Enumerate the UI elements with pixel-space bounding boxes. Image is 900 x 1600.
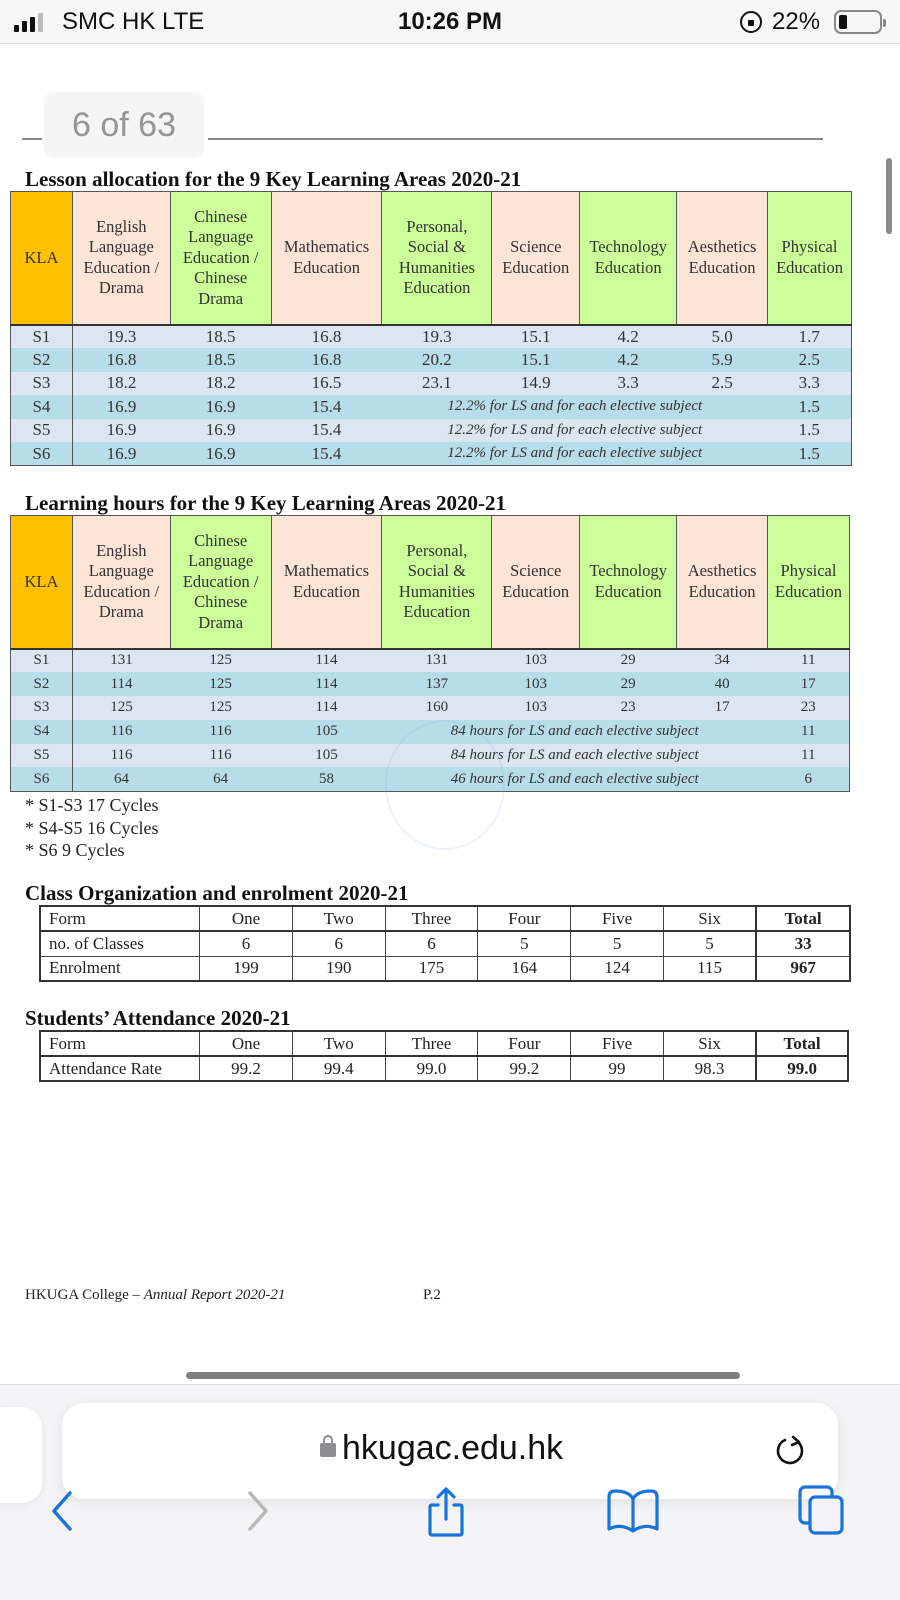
cellular-signal-icon bbox=[14, 12, 43, 32]
table-cell: 16.5 bbox=[271, 372, 382, 396]
footnote: * S1-S3 17 Cycles bbox=[25, 795, 159, 815]
column-header: Technology Education bbox=[580, 192, 677, 325]
table-cell: 11 bbox=[768, 720, 850, 744]
column-header: Technology Education bbox=[580, 516, 677, 649]
cycle-footnotes bbox=[25, 794, 159, 862]
table-cell: 125 bbox=[170, 649, 271, 673]
table-cell: 175 bbox=[385, 956, 478, 981]
table-cell: 64 bbox=[72, 767, 170, 791]
row-form: S5 bbox=[11, 744, 73, 768]
table-cell: 14.9 bbox=[492, 372, 580, 396]
table-cell: 105 bbox=[271, 744, 382, 768]
row-form: S1 bbox=[11, 325, 73, 349]
table-cell: 5 bbox=[478, 931, 571, 956]
table-cell: 29 bbox=[580, 672, 677, 696]
column-header: Two bbox=[292, 1031, 385, 1056]
table-cell: 99.2 bbox=[200, 1056, 293, 1081]
table-cell: 5 bbox=[663, 931, 756, 956]
table-cell: 99.0 bbox=[385, 1056, 478, 1081]
table-cell: 116 bbox=[72, 720, 170, 744]
document-rule bbox=[208, 138, 823, 140]
column-header: Three bbox=[385, 906, 478, 931]
table-cell: 40 bbox=[677, 672, 768, 696]
table-row bbox=[11, 767, 850, 791]
class-organization-table bbox=[39, 905, 851, 982]
carrier-label: SMC HK LTE bbox=[62, 8, 205, 35]
table-cell: 116 bbox=[72, 744, 170, 768]
url-text[interactable]: hkugac.edu.hk bbox=[342, 1429, 564, 1467]
learning-hours-title: Learning hours for the 9 Key Learning Areas 2020-21 bbox=[25, 491, 507, 515]
table-cell: 15.1 bbox=[492, 348, 580, 372]
total-cell: 967 bbox=[756, 956, 850, 981]
table-cell: 131 bbox=[72, 649, 170, 673]
table-cell: 98.3 bbox=[663, 1056, 756, 1081]
column-header: Science Education bbox=[492, 192, 580, 325]
column-header: Total bbox=[756, 906, 850, 931]
table-cell: 18.5 bbox=[170, 348, 271, 372]
table-cell: 5 bbox=[571, 931, 664, 956]
table-row bbox=[11, 348, 852, 372]
class-organization-title: Class Organization and enrolment 2020-21 bbox=[25, 881, 409, 905]
lesson-allocation-title: Lesson allocation for the 9 Key Learning Areas 2020-21 bbox=[25, 167, 522, 191]
table-cell: 125 bbox=[72, 696, 170, 720]
column-header: Four bbox=[478, 1031, 571, 1056]
table-cell: 199 bbox=[200, 956, 293, 981]
reload-icon[interactable] bbox=[772, 1433, 808, 1469]
attendance-table bbox=[39, 1030, 849, 1082]
footnote: * S6 9 Cycles bbox=[25, 840, 125, 860]
row-label: Attendance Rate bbox=[40, 1056, 200, 1081]
table-header-row bbox=[11, 192, 852, 325]
table-cell: 115 bbox=[663, 956, 756, 981]
table-row bbox=[11, 744, 850, 768]
column-header: Personal, Social & Humanities Education bbox=[382, 516, 492, 649]
row-label: no. of Classes bbox=[40, 931, 200, 956]
table-cell: 23 bbox=[580, 696, 677, 720]
table-row bbox=[11, 372, 852, 396]
lesson-allocation-table bbox=[10, 191, 852, 466]
table-cell: 5.0 bbox=[677, 325, 768, 349]
table-cell: 4.2 bbox=[580, 348, 677, 372]
footer-school: HKUGA College – bbox=[25, 1287, 144, 1303]
elective-note-cell: 46 hours for LS and each elective subject bbox=[382, 767, 768, 791]
column-header: Form bbox=[40, 1031, 200, 1056]
column-header: Personal, Social & Humanities Education bbox=[382, 192, 492, 325]
table-cell: 125 bbox=[170, 672, 271, 696]
table-row bbox=[11, 720, 850, 744]
column-header: Two bbox=[292, 906, 385, 931]
column-header: Aesthetics Education bbox=[677, 516, 768, 649]
back-icon[interactable] bbox=[36, 1483, 92, 1539]
table-cell: 16.9 bbox=[72, 442, 170, 466]
table-cell: 99.4 bbox=[292, 1056, 385, 1081]
lock-icon bbox=[320, 1443, 336, 1457]
table-cell: 2.5 bbox=[677, 372, 768, 396]
table-cell: 99.2 bbox=[478, 1056, 571, 1081]
table-cell: 29 bbox=[580, 649, 677, 673]
table-cell: 6 bbox=[768, 767, 850, 791]
column-header: Physical Education bbox=[768, 192, 852, 325]
table-cell: 3.3 bbox=[580, 372, 677, 396]
table-row bbox=[11, 696, 850, 720]
table-cell: 18.5 bbox=[170, 325, 271, 349]
table-cell: 19.3 bbox=[382, 325, 492, 349]
table-cell: 2.5 bbox=[768, 348, 852, 372]
column-header: One bbox=[200, 1031, 293, 1056]
table-cell: 103 bbox=[492, 696, 580, 720]
row-form: S4 bbox=[11, 720, 73, 744]
table-cell: 6 bbox=[385, 931, 478, 956]
table-cell: 5.9 bbox=[677, 348, 768, 372]
row-form: S6 bbox=[11, 767, 73, 791]
column-header: Six bbox=[663, 1031, 756, 1056]
battery-icon bbox=[834, 10, 882, 34]
elective-note-cell: 84 hours for LS and each elective subject bbox=[382, 720, 768, 744]
table-row bbox=[40, 1056, 848, 1081]
table-cell: 1.5 bbox=[768, 395, 852, 419]
table-cell: 16.8 bbox=[72, 348, 170, 372]
table-cell: 124 bbox=[571, 956, 664, 981]
table-cell: 58 bbox=[271, 767, 382, 791]
table-cell: 116 bbox=[170, 744, 271, 768]
table-cell: 16.9 bbox=[72, 395, 170, 419]
table-cell: 16.9 bbox=[170, 442, 271, 466]
horizontal-scrollbar[interactable] bbox=[186, 1372, 740, 1379]
column-header: One bbox=[200, 906, 293, 931]
table-cell: 1.5 bbox=[768, 442, 852, 466]
table-cell: 137 bbox=[382, 672, 492, 696]
footer-report: Annual Report 2020-21 bbox=[143, 1287, 286, 1303]
elective-note-cell: 84 hours for LS and each elective subject bbox=[382, 744, 768, 768]
table-cell: 190 bbox=[292, 956, 385, 981]
table-cell: 114 bbox=[72, 672, 170, 696]
table-cell: 15.4 bbox=[271, 419, 382, 443]
row-form: S5 bbox=[11, 419, 73, 443]
column-header: Chinese Language Education / Chinese Drama bbox=[170, 192, 271, 325]
table-header-row bbox=[40, 1031, 848, 1056]
table-cell: 23 bbox=[768, 696, 850, 720]
table-cell: 18.2 bbox=[170, 372, 271, 396]
rotation-lock-icon bbox=[740, 11, 762, 33]
table-row bbox=[11, 649, 850, 673]
table-cell: 18.2 bbox=[72, 372, 170, 396]
tabs-icon[interactable] bbox=[796, 1483, 852, 1539]
row-form: S2 bbox=[11, 672, 73, 696]
status-bar bbox=[0, 0, 900, 44]
table-cell: 160 bbox=[382, 696, 492, 720]
column-header: Mathematics Education bbox=[271, 192, 382, 325]
table-row bbox=[11, 325, 852, 349]
column-header: Form bbox=[40, 906, 200, 931]
table-row bbox=[40, 956, 850, 981]
column-header: Four bbox=[478, 906, 571, 931]
footer-page-number: P.2 bbox=[423, 1287, 441, 1303]
bookmarks-icon[interactable] bbox=[605, 1483, 661, 1539]
table-cell: 99 bbox=[571, 1056, 664, 1081]
table-row bbox=[11, 442, 852, 466]
row-form: S3 bbox=[11, 696, 73, 720]
table-cell: 11 bbox=[768, 649, 850, 673]
column-header: Three bbox=[385, 1031, 478, 1056]
table-cell: 64 bbox=[170, 767, 271, 791]
learning-hours-table bbox=[10, 515, 850, 792]
document-footer bbox=[25, 1287, 441, 1304]
forward-icon[interactable] bbox=[230, 1483, 286, 1539]
column-header: KLA bbox=[11, 516, 73, 649]
table-cell: 16.8 bbox=[271, 325, 382, 349]
table-cell: 1.7 bbox=[768, 325, 852, 349]
table-cell: 114 bbox=[271, 672, 382, 696]
table-cell: 16.9 bbox=[72, 419, 170, 443]
table-header-row bbox=[11, 516, 850, 649]
table-cell: 4.2 bbox=[580, 325, 677, 349]
row-form: S6 bbox=[11, 442, 73, 466]
attendance-title: Students’ Attendance 2020-21 bbox=[25, 1006, 291, 1030]
table-header-row bbox=[40, 906, 850, 931]
table-cell: 103 bbox=[492, 649, 580, 673]
table-cell: 114 bbox=[271, 696, 382, 720]
column-header: Total bbox=[756, 1031, 848, 1056]
table-cell: 125 bbox=[170, 696, 271, 720]
row-form: S2 bbox=[11, 348, 73, 372]
table-row bbox=[11, 672, 850, 696]
battery-percentage: 22% bbox=[772, 8, 821, 35]
table-cell: 17 bbox=[768, 672, 850, 696]
page-indicator: 6 of 63 bbox=[44, 92, 204, 158]
table-cell: 105 bbox=[271, 720, 382, 744]
table-cell: 19.3 bbox=[72, 325, 170, 349]
row-form: S4 bbox=[11, 395, 73, 419]
row-form: S1 bbox=[11, 649, 73, 673]
column-header: KLA bbox=[11, 192, 73, 325]
table-row bbox=[40, 931, 850, 956]
column-header: Mathematics Education bbox=[271, 516, 382, 649]
vertical-scrollbar[interactable] bbox=[886, 158, 892, 234]
document-rule bbox=[22, 138, 42, 140]
table-cell: 11 bbox=[768, 744, 850, 768]
share-icon[interactable] bbox=[418, 1483, 474, 1539]
table-cell: 6 bbox=[292, 931, 385, 956]
table-cell: 16.9 bbox=[170, 395, 271, 419]
column-header: Chinese Language Education / Chinese Drama bbox=[170, 516, 271, 649]
table-cell: 15.4 bbox=[271, 395, 382, 419]
column-header: Five bbox=[571, 906, 664, 931]
column-header: English Language Education / Drama bbox=[72, 192, 170, 325]
elective-note-cell: 12.2% for LS and for each elective subject bbox=[382, 442, 768, 466]
table-cell: 15.4 bbox=[271, 442, 382, 466]
column-header: Aesthetics Education bbox=[677, 192, 768, 325]
table-cell: 6 bbox=[200, 931, 293, 956]
table-cell: 1.5 bbox=[768, 419, 852, 443]
table-cell: 20.2 bbox=[382, 348, 492, 372]
table-cell: 16.9 bbox=[170, 419, 271, 443]
total-cell: 99.0 bbox=[756, 1056, 848, 1081]
column-header: Five bbox=[571, 1031, 664, 1056]
row-label: Enrolment bbox=[40, 956, 200, 981]
table-row bbox=[11, 395, 852, 419]
table-cell: 16.8 bbox=[271, 348, 382, 372]
row-form: S3 bbox=[11, 372, 73, 396]
clock: 10:26 PM bbox=[397, 8, 503, 35]
table-cell: 3.3 bbox=[768, 372, 852, 396]
table-cell: 164 bbox=[478, 956, 571, 981]
table-cell: 17 bbox=[677, 696, 768, 720]
column-header: Science Education bbox=[492, 516, 580, 649]
table-cell: 103 bbox=[492, 672, 580, 696]
column-header: English Language Education / Drama bbox=[72, 516, 170, 649]
elective-note-cell: 12.2% for LS and for each elective subject bbox=[382, 395, 768, 419]
table-row bbox=[11, 419, 852, 443]
column-header: Six bbox=[663, 906, 756, 931]
total-cell: 33 bbox=[756, 931, 850, 956]
table-cell: 34 bbox=[677, 649, 768, 673]
table-cell: 116 bbox=[170, 720, 271, 744]
elective-note-cell: 12.2% for LS and for each elective subject bbox=[382, 419, 768, 443]
column-header: Physical Education bbox=[768, 516, 850, 649]
table-cell: 15.1 bbox=[492, 325, 580, 349]
footnote: * S4-S5 16 Cycles bbox=[25, 817, 159, 838]
browser-toolbar bbox=[0, 1384, 900, 1600]
table-cell: 114 bbox=[271, 649, 382, 673]
table-cell: 131 bbox=[382, 649, 492, 673]
table-cell: 23.1 bbox=[382, 372, 492, 396]
